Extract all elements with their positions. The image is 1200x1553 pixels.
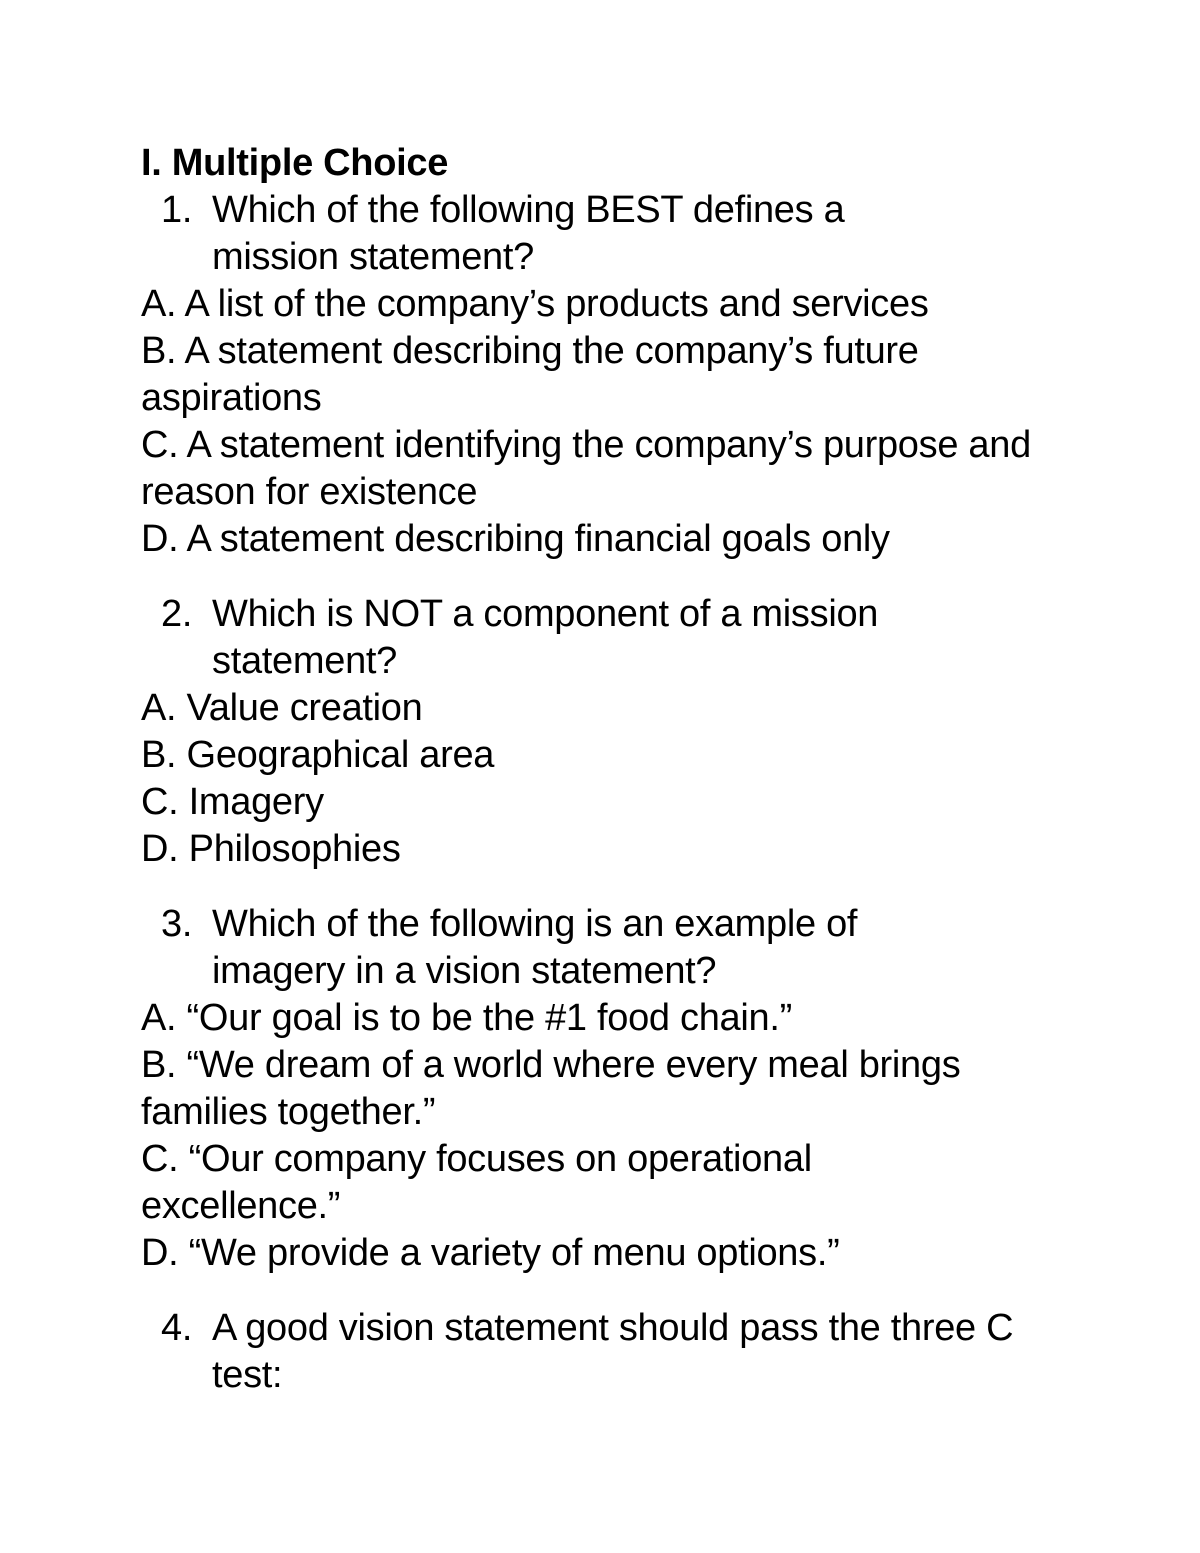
question-spacer (141, 1277, 1071, 1305)
question-2-number: 2. (161, 593, 193, 635)
question-2-stem (141, 591, 1071, 685)
question-4 (141, 1305, 1071, 1399)
question-1-choices (141, 281, 1071, 563)
question-4-number: 4. (161, 1307, 193, 1349)
question-2 (141, 591, 1071, 873)
question-2-choice-a: A. Value creation (141, 687, 423, 729)
question-spacer (141, 873, 1071, 901)
question-3-text: Which of the following is an example of imagery in a vision statement? (212, 903, 858, 992)
question-1-choice-c: C. A statement identifying the company’s purpose and reason for existence (141, 424, 1031, 513)
question-3-stem (141, 901, 1071, 995)
question-4-text: A good vision statement should pass the three C test: (212, 1307, 1014, 1396)
question-1-choice-b: B. A statement describing the company’s future aspirations (141, 330, 919, 419)
question-3-choice-a: A. “Our goal is to be the #1 food chain.” (141, 997, 792, 1039)
question-1-stem (141, 187, 1071, 281)
question-3 (141, 901, 1071, 1277)
question-spacer (141, 563, 1071, 591)
quiz-content (141, 140, 1071, 1399)
question-3-choice-d: D. “We provide a variety of menu options.” (141, 1232, 840, 1274)
question-2-choice-c: C. Imagery (141, 781, 324, 823)
question-2-choice-d: D. Philosophies (141, 828, 401, 870)
question-2-choice-b: B. Geographical area (141, 734, 495, 776)
question-1 (141, 187, 1071, 563)
question-3-choice-c: C. “Our company focuses on operational excellence.” (141, 1138, 812, 1227)
section-title: I. Multiple Choice (141, 142, 449, 184)
question-1-text: Which of the following BEST defines a mission statement? (212, 189, 845, 278)
question-2-choices (141, 685, 1071, 873)
question-2-text: Which is NOT a component of a mission statement? (212, 593, 879, 682)
question-3-choices (141, 995, 1071, 1277)
question-1-choice-a: A. A list of the company’s products and services (141, 283, 929, 325)
question-1-choice-d: D. A statement describing financial goals only (141, 518, 890, 560)
question-3-number: 3. (161, 903, 193, 945)
question-1-number: 1. (161, 189, 193, 231)
question-3-choice-b: B. “We dream of a world where every meal brings families together.” (141, 1044, 961, 1133)
question-4-stem (141, 1305, 1071, 1399)
